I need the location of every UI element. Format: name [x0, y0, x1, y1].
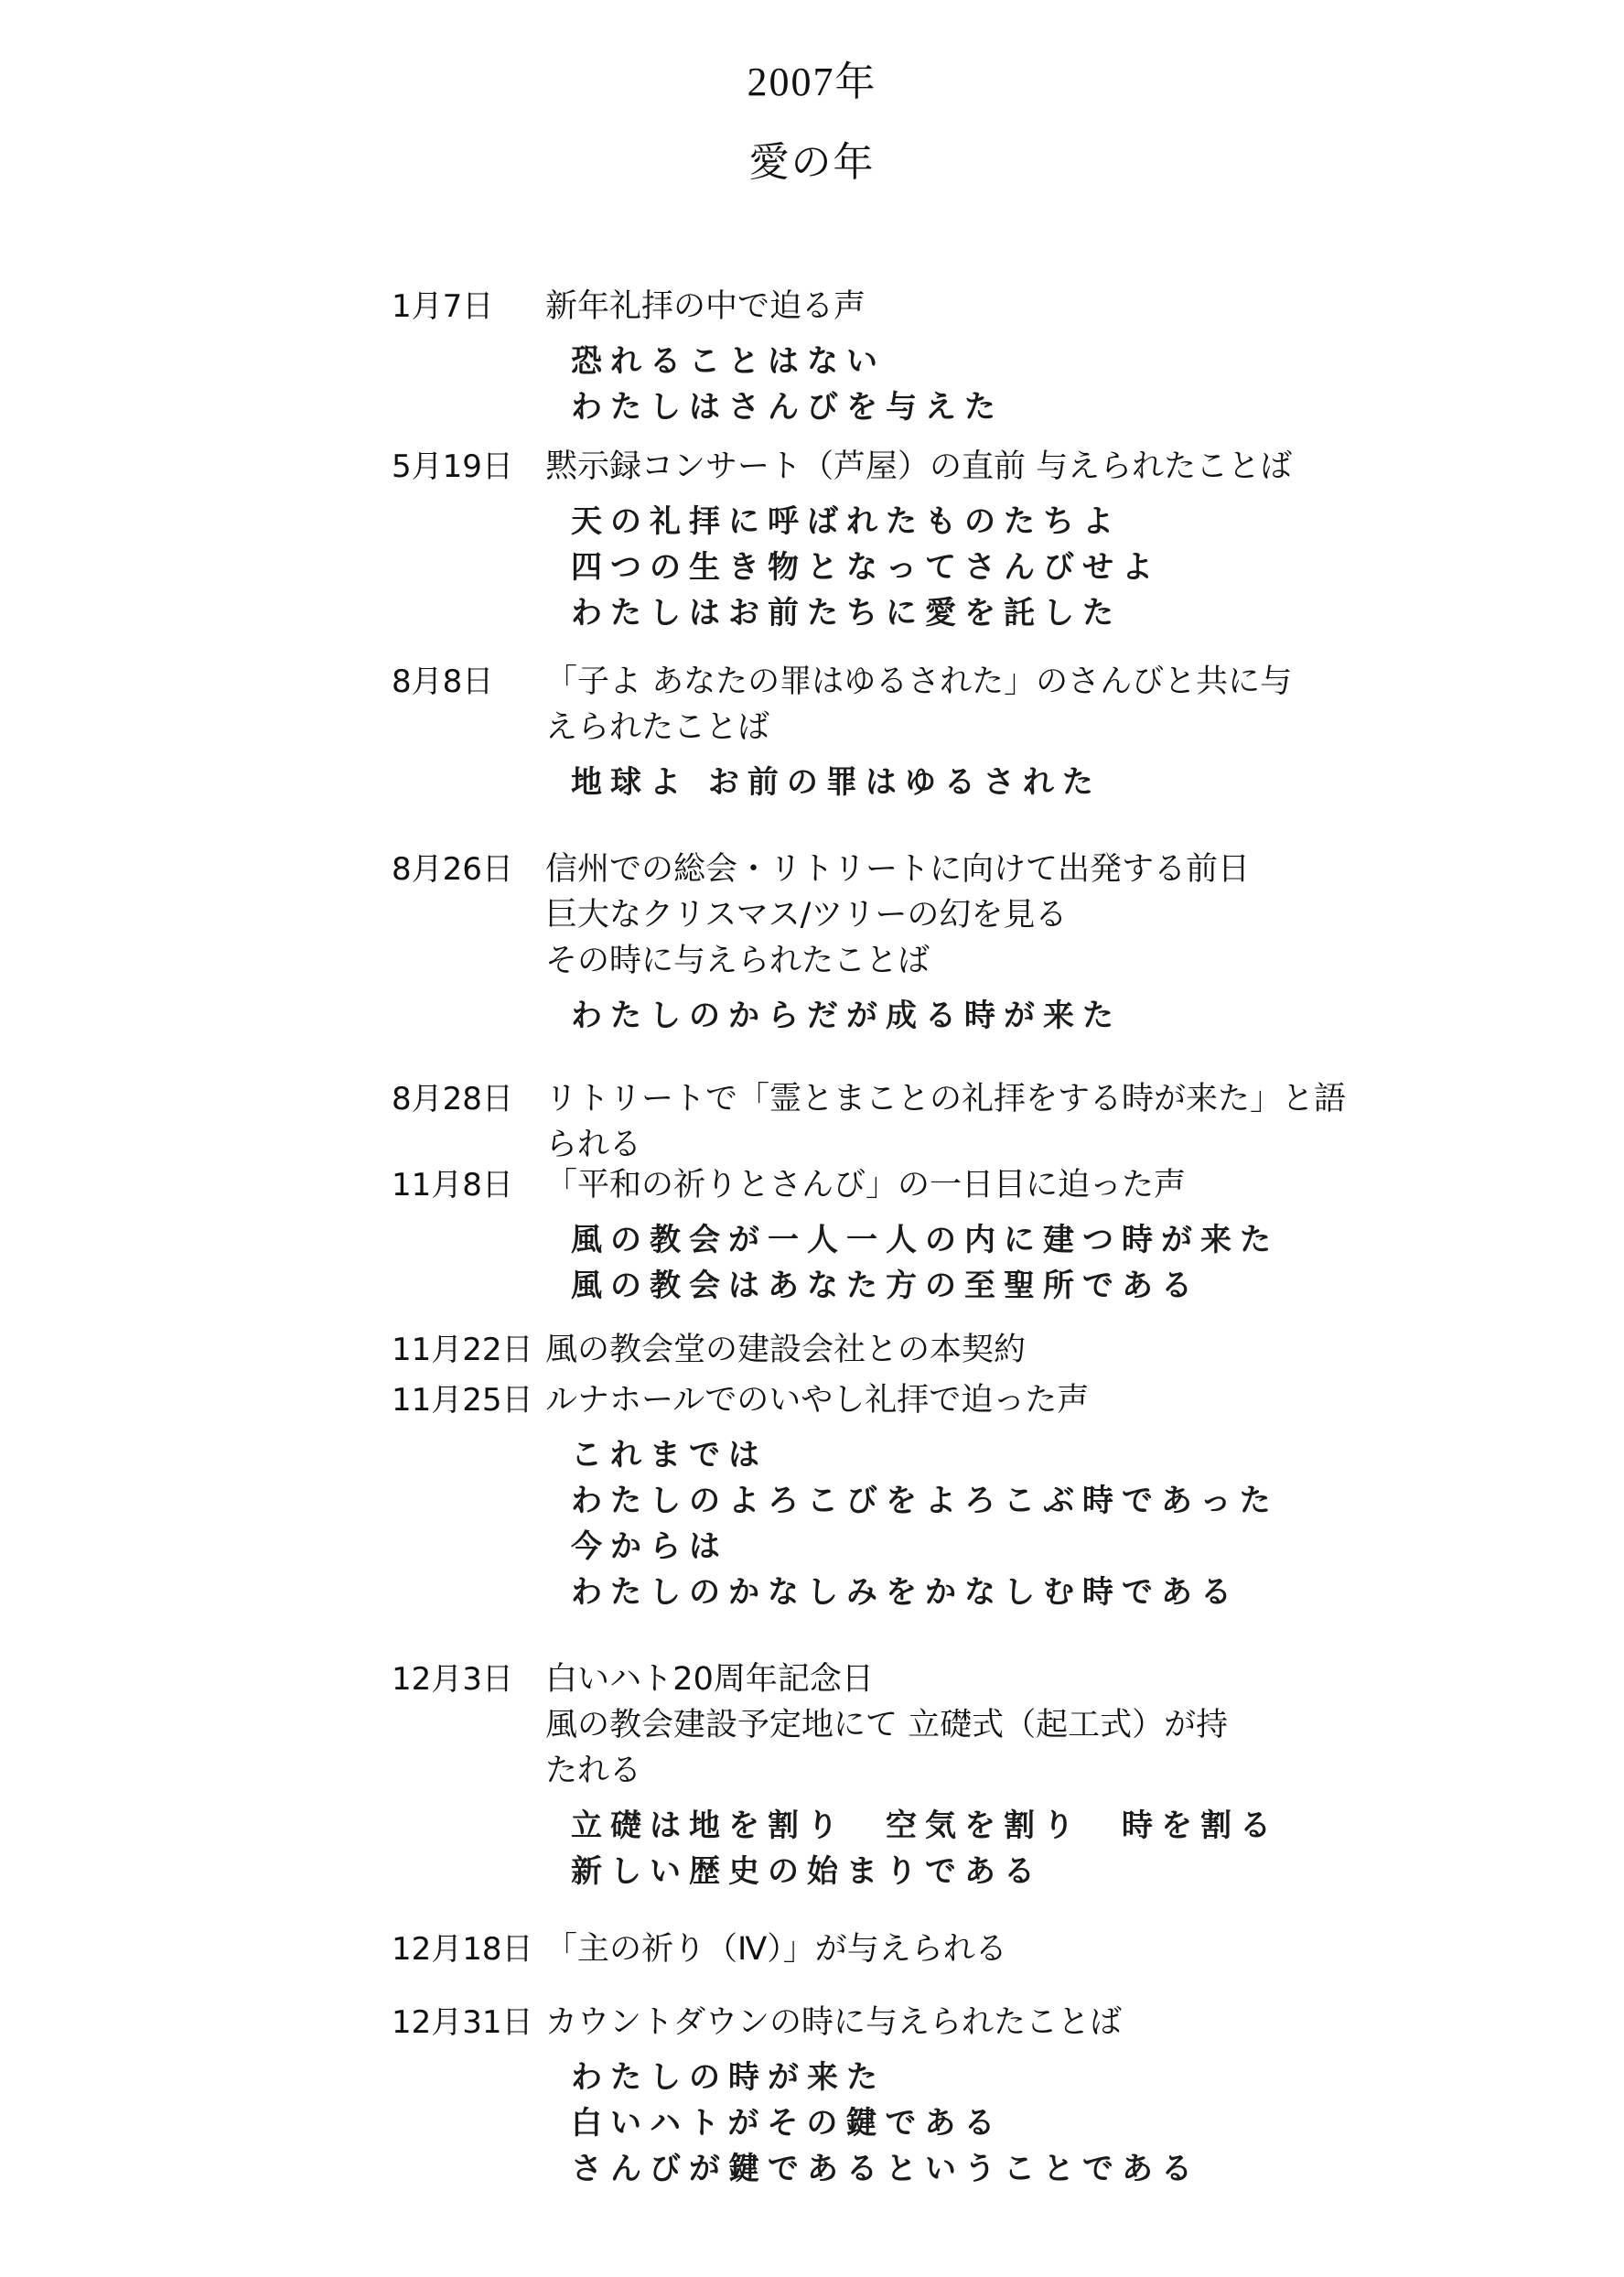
- revealed-words-line: わたしのかなしみをかなしむ時である: [571, 1574, 1240, 1611]
- revealed-words-block: [571, 1803, 1307, 1894]
- entry-description-line: 新年礼拝の中で迫る声: [545, 288, 866, 325]
- revealed-words-line: わたしのよろこびをよろこぶ時であった: [571, 1483, 1279, 1519]
- entry-description-line: 信州での総会・リトリートに向けて出発する前日: [545, 851, 1251, 888]
- entry-date: 1月7日: [392, 288, 494, 325]
- entry-date: 12月31日: [392, 2004, 533, 2041]
- entry-description-line: 白いハト20周年記念日: [545, 1661, 874, 1698]
- revealed-words-line: わたしのからだが成る時が来た: [571, 998, 1122, 1034]
- revealed-words-line: 四つの生き物となってさんびせよ: [571, 549, 1161, 586]
- entry-date: 11月22日: [392, 1332, 533, 1368]
- entry-date: 11月25日: [392, 1382, 533, 1419]
- entry-date: 12月18日: [392, 1931, 533, 1968]
- revealed-words-line: わたしの時が来た: [571, 2059, 886, 2096]
- entry-date: 8月28日: [392, 1081, 513, 1117]
- revealed-words-line: 今からは: [571, 1528, 728, 1565]
- revealed-words-block: [571, 1217, 1307, 1309]
- revealed-words-line: 地球よ お前の罪はゆるされた: [571, 764, 1102, 801]
- entry-body: [545, 1327, 1307, 1373]
- entry-body: [545, 847, 1307, 1039]
- revealed-words-line: さんびが鍵であるということである: [571, 2151, 1200, 2187]
- timeline-entry: [392, 1076, 1347, 1168]
- entry-description-line: られる: [545, 1127, 642, 1163]
- entry-description-line: 風の教会堂の建設会社との本契約: [545, 1332, 1027, 1368]
- revealed-words-line: わたしはお前たちに愛を託した: [571, 595, 1122, 631]
- page-title-year: 2007年: [747, 59, 877, 104]
- revealed-words-block: [571, 1432, 1307, 1615]
- entry-description-line: リトリートで「霊とまことの礼拝をする時が来た」と語: [545, 1081, 1347, 1117]
- revealed-words-line: 新しい歴史の始まりである: [571, 1853, 1043, 1890]
- entry-description-line: ルナホールでのいやし礼拝で迫った声: [545, 1382, 1090, 1419]
- revealed-words-block: [571, 2055, 1307, 2192]
- entry-date: 11月8日: [392, 1167, 513, 1203]
- revealed-words-line: これまでは: [571, 1437, 768, 1473]
- entry-body: [545, 1926, 1307, 1972]
- entry-body: [545, 1377, 1307, 1615]
- timeline-entry: [392, 1656, 1307, 1894]
- revealed-words-line: 風の教会はあなた方の至聖所である: [571, 1268, 1200, 1304]
- entry-body: [545, 1656, 1307, 1894]
- entry-body: [545, 1162, 1307, 1309]
- revealed-words-block: [571, 760, 1307, 805]
- entry-description-line: 巨大なクリスマス/ツリーの幻を見る: [545, 897, 1068, 933]
- timeline-entry: [392, 444, 1307, 636]
- entry-body: [545, 2000, 1307, 2192]
- timeline-entry: [392, 847, 1307, 1039]
- entry-description-line: 「主の祈り（Ⅳ）」が与えられる: [545, 1931, 1007, 1968]
- revealed-words-block: [571, 499, 1307, 636]
- page-subtitle-theme: 愛の年: [748, 140, 876, 185]
- entry-description-line: たれる: [545, 1753, 642, 1789]
- timeline-entry: [392, 1162, 1307, 1309]
- revealed-words-line: わたしはさんびを与えた: [571, 389, 1004, 426]
- entry-date: 12月3日: [392, 1661, 513, 1698]
- timeline-entry: [392, 284, 1307, 430]
- timeline-entry: [392, 1926, 1307, 1972]
- entry-body: [545, 659, 1307, 805]
- revealed-words-block: [571, 339, 1307, 430]
- timeline-entry: [392, 659, 1307, 805]
- entry-description-line: カウントダウンの時に与えられたことば: [545, 2004, 1123, 2041]
- entry-description-line: 「子よ あなたの罪はゆるされた」のさんびと共に与: [545, 664, 1293, 700]
- entry-description-line: 黙示録コンサート（芦屋）の直前 与えられたことば: [545, 448, 1293, 485]
- timeline-entry: [392, 2000, 1307, 2192]
- timeline-entry: [392, 1327, 1307, 1373]
- entry-description-line: 風の教会建設予定地にて 立礎式（起工式）が持: [545, 1707, 1229, 1743]
- timeline-entry: [392, 1377, 1307, 1615]
- revealed-words-line: 立礎は地を割り 空気を割り 時を割る: [571, 1808, 1279, 1844]
- entry-date: 8月26日: [392, 851, 513, 888]
- entry-body: [545, 1076, 1347, 1168]
- revealed-words-line: 天の礼拝に呼ばれたものたちよ: [571, 503, 1122, 540]
- entry-description-line: 「平和の祈りとさんび」の一日目に迫った声: [545, 1167, 1187, 1203]
- entry-description-line: えられたことば: [545, 709, 770, 746]
- entry-body: [545, 444, 1307, 636]
- entry-date: 5月19日: [392, 448, 513, 485]
- revealed-words-block: [571, 993, 1307, 1039]
- entry-body: [545, 284, 1307, 430]
- revealed-words-line: 白いハトがその鍵である: [571, 2105, 1004, 2142]
- revealed-words-line: 恐れることはない: [571, 343, 886, 380]
- entry-description-line: その時に与えられたことば: [545, 943, 930, 979]
- revealed-words-line: 風の教会が一人一人の内に建つ時が来た: [571, 1222, 1279, 1258]
- entry-date: 8月8日: [392, 664, 494, 700]
